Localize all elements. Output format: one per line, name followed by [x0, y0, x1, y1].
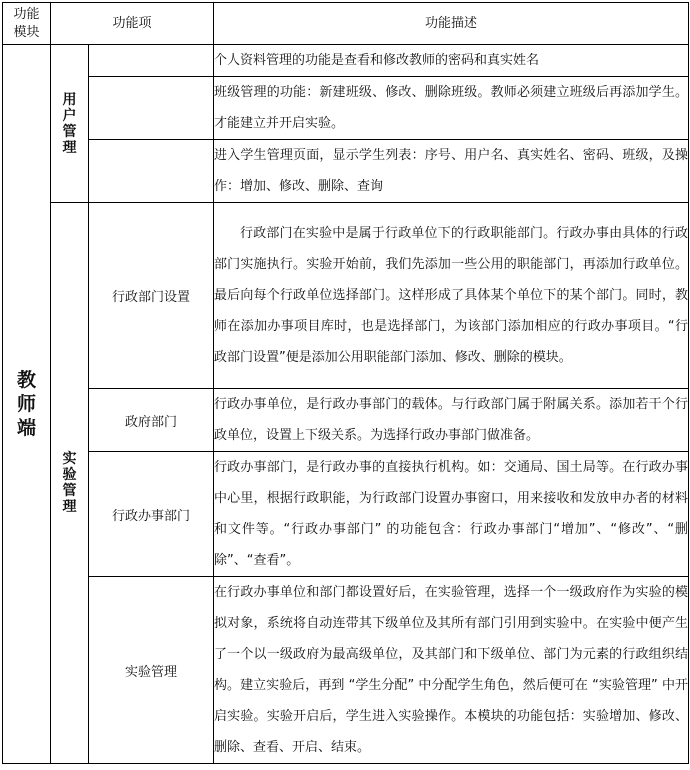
header-item: 功能项	[51, 3, 214, 45]
item-cell	[89, 45, 214, 77]
module-char: 端	[16, 417, 36, 439]
item-cell: 行政部门设置	[89, 203, 214, 389]
group-char: 理	[62, 499, 77, 515]
module-char: 教	[16, 369, 36, 391]
group-char: 管	[62, 483, 77, 499]
description-cell: 在行政办事单位和部门都设置好后，在实验管理，选择一个一级政府作为实验的模拟对象，系统将自动连带其下级单位及其所有部门引用到实验中。在实验中便产生了一个以一级政府为最高级单位，及其部门和下级单位、部门为元素的行政组织结构。建立实验后，再到 “学生分配” 中分配学生角色，然后便可在 “实验管理” 中开启实验。实验开启后，学生进入实验操作。本模块的功能包括：实验增加、修改、删除、查看、开启、结束。	[214, 577, 689, 764]
description-cell: 进入学生管理页面，显示学生列表：序号、用户名、真实姓名、密码、班级，及操作：增加、修改、删除、查询	[214, 140, 689, 203]
item-cell: 实验管理	[89, 577, 214, 764]
description-cell: 行政办事单位，是行政办事部门的载体。与行政部门属于附属关系。添加若干个行政单位，设置上下级关系。为选择行政办事部门做准备。	[214, 389, 689, 452]
table-row	[3, 389, 689, 452]
table-row	[3, 77, 689, 140]
group-char: 实	[62, 451, 77, 467]
description-cell: 行政办事部门，是行政办事的直接执行机构。如：交通局、国土局等。在行政办事中心里，根据行政职能，为行政部门设置办事窗口，用来接收和发放申办者的材料和文件等。“行政办事部门” 的功能包含：行政办事部门“增加”、“修改”、“删除”、“查看”。	[214, 452, 689, 577]
group-char: 验	[62, 467, 77, 483]
group-char: 用	[62, 91, 77, 108]
module-char: 师	[16, 393, 36, 415]
table-row	[3, 140, 689, 203]
item-cell	[89, 77, 214, 140]
group-char: 理	[62, 139, 77, 156]
item-cell: 政府部门	[89, 389, 214, 452]
header-description: 功能描述	[214, 3, 689, 45]
table-row	[3, 452, 689, 577]
description-cell: 个人资料管理的功能是查看和修改教师的密码和真实姓名	[214, 45, 689, 77]
table-row	[3, 203, 689, 389]
function-table	[2, 2, 689, 764]
header-module-line1: 功能	[13, 6, 40, 22]
group-experiment-management	[51, 203, 89, 764]
group-char: 户	[62, 107, 77, 124]
description-cell: 班级管理的功能：新建班级、修改、删除班级。教师必须建立班级后再添加学生。才能建立并开启实验。	[214, 77, 689, 140]
item-cell: 行政办事部门	[89, 452, 214, 577]
header-module-line2: 模块	[13, 24, 40, 40]
table-row	[3, 577, 689, 764]
item-cell	[89, 140, 214, 203]
header-row	[3, 3, 689, 45]
header-module	[3, 3, 51, 45]
group-user-management	[51, 45, 89, 203]
module-cell	[3, 45, 51, 764]
group-char: 管	[62, 123, 77, 140]
description-cell: 行政部门在实验中是属于行政单位下的行政职能部门。行政办事由具体的行政部门实施执行。实验开始前，我们先添加一些公用的职能部门，再添加行政单位。最后向每个行政单位选择部门。这样形成了具体某个单位下的某个部门。同时，教师在添加办事项目库时，也是选择部门，为该部门添加相应的行政办事项目。“行政部门设置”便是添加公用职能部门添加、修改、删除的模块。	[214, 203, 689, 389]
table-row	[3, 45, 689, 77]
